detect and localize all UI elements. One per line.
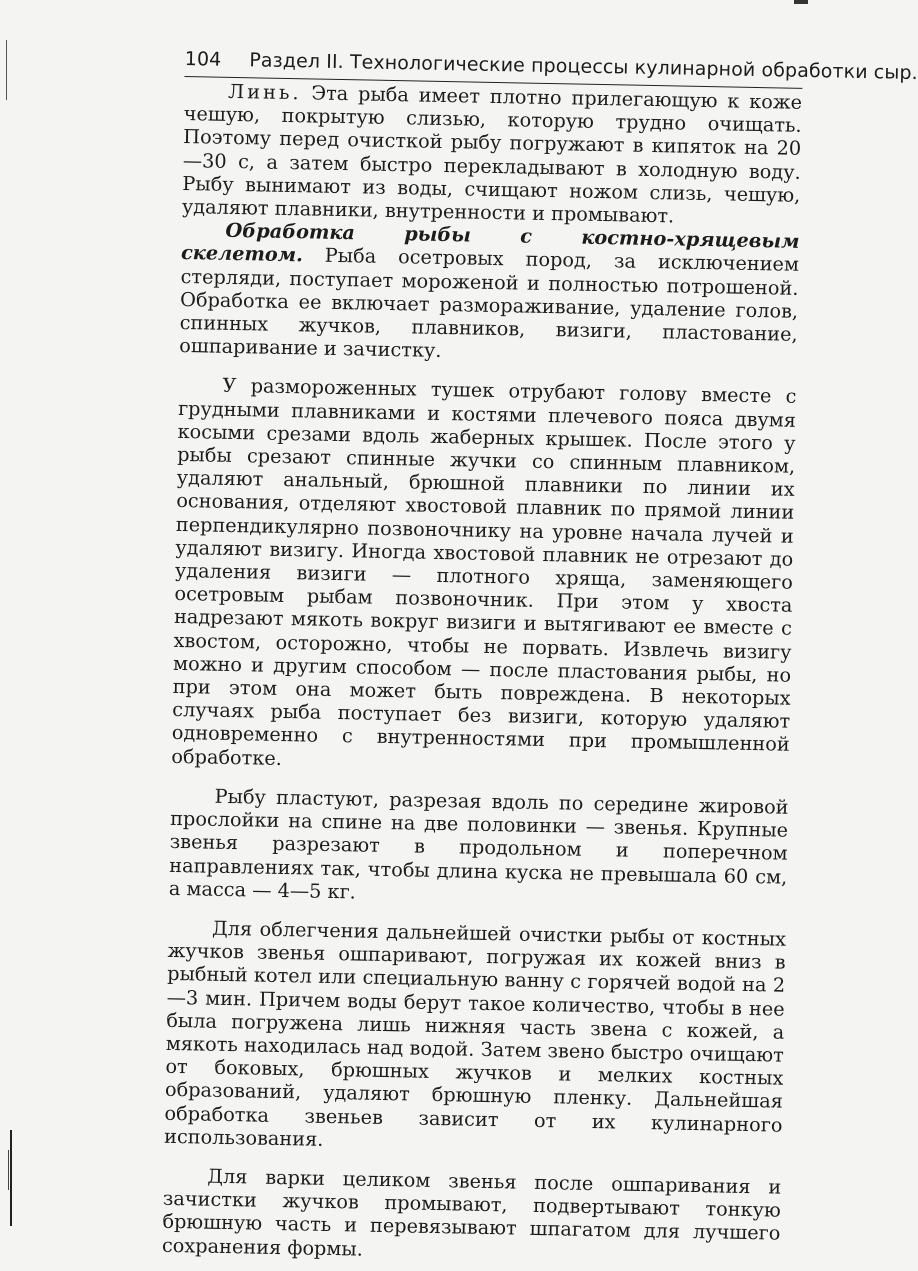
running-title: Раздел II. Технологические процессы кулинарной обработки сыр. — [249, 49, 918, 85]
scan-edge-mark — [10, 1130, 12, 1226]
book-page — [161, 48, 918, 1268]
paragraph-boiling-whole: Для варки целиком звенья после ошпаривания и зачистки жучков промывают, подвертывают тонкую брюшную часть и перевязывают шпагатом для лучшего сохранения формы. — [161, 1164, 782, 1261]
section-subheading: Обработка рыбы с костно-хрящевым скелетом. — [180, 219, 800, 267]
paragraph-scalding: Для облегчения дальнейшей очистки рыбы от костных жучков звенья ошпаривают, погружая их кожей вниз в рыбный котел или специальную ванну с горячей водой на 2—3 мин. Причем воды берут такое количество, чтобы в нее была погружена лишь нижняя часть звена с кожей, а мякоть находилась над водой. Затем звено быстро очищают от боковых, брюшных жучков и мелких костных образований, удаляют брюшную пленку. Дальнейшая обработка звеньев зависит от их кулинарного использования. — [163, 916, 787, 1151]
paragraph-text: Рыба осетровых пород, за исключением стерляди, поступает мороженой и полностью потрошеной. Обработка ее включает размораживание, удаление голов, спинных жучков, плавников, визиги, пластование, ошпаривание и зачистку. — [179, 243, 800, 363]
paragraph-text: Эта рыба имеет плотно прилегающую к коже чешую, покрытую слизью, которую трудно очищать. Поэтому перед очисткой рыбу погружают в кипяток на 20—30 с, а затем быстро перекладывают в холодную воду. Рыбу вынимают из воды, счищают ножом слизь, чешую, удаляют плавники, внутренности и промывают. — [181, 81, 803, 228]
page-body — [162, 79, 802, 1268]
paragraph-cartilage-fish — [179, 218, 800, 369]
paragraph-tench — [182, 79, 803, 230]
scan-edge-mark — [6, 40, 7, 100]
page-number: 104 — [184, 48, 222, 71]
paragraph-thawed-carcasses: У размороженных тушек отрубают голову вместе с грудными плавниками и костями плечевого пояса двумя косыми срезами вдоль жаберных крышек. После этого у рыбы срезают спинные жучки со спинным плавником, удаляют анальный, брюшной плавники по линии их основания, отделяют хвостовой плавник по прямой линии перпендикулярно позвоночнику на уровне начала лучей и удаляют визигу. Иногда хвостовой плавник не отрезают до удаления визиги — плотного хряща, заменяющего осетровым рыбам позвоночник. При этом у хвоста надрезают мякоть вокруг визиги и вытягивают ее вместе с хвостом, осторожно, чтобы не порвать. Извлечь визигу можно и другим способом — после пластования рыбы, но при этом она может быть повреждена. В некоторых случаях рыба поступает без визиги, которую удаляют одновременно с внутренностями при промышленной обработке. — [171, 374, 797, 770]
paragraph-lead-term: Линь. — [227, 79, 302, 105]
scan-edge-mark — [8, 1150, 9, 1190]
paragraph-filleting: Рыбу пластуют, разрезая вдоль по середине жировой прослойки на спине на две половинки — звенья. Крупные звенья разрезают в продольном и поперечном направлениях так, чтобы длина куска не превышала 60 см, а масса — 4—5 кг. — [168, 784, 789, 904]
scan-corner-mark — [794, 0, 808, 4]
